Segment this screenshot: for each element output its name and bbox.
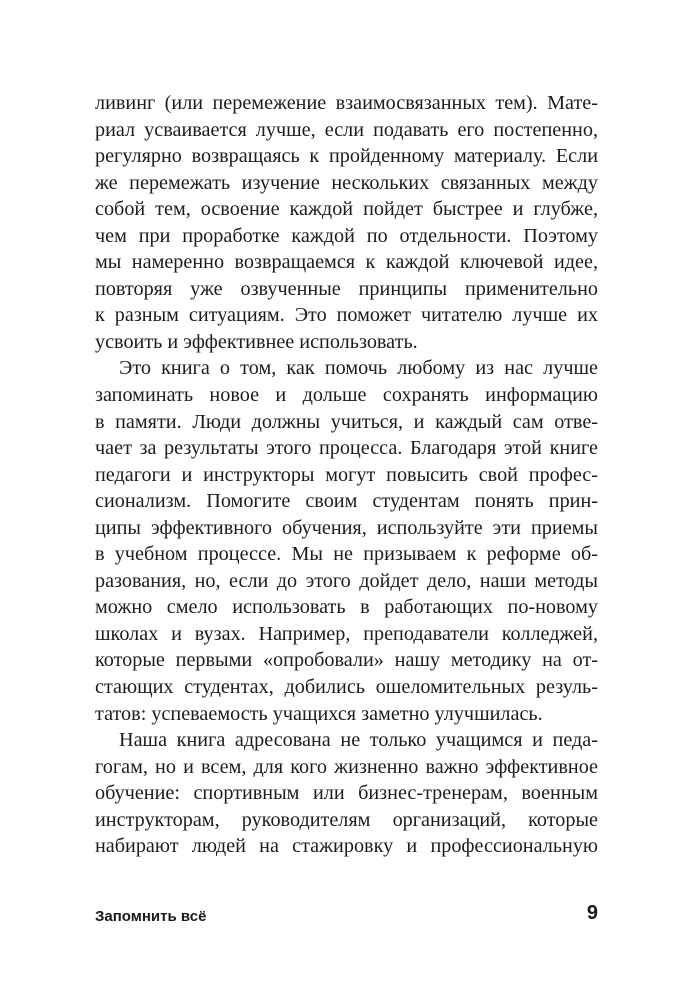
text-line: регулярно возвращаясь к пройденному материалу. Если [95, 145, 598, 168]
text-line: чем при проработке каждой по отдельности. Поэтому [95, 224, 598, 247]
text-line: можно смело использовать в работающих по-новому [95, 596, 598, 619]
text-line: гогам, но и всем, для кого жизненно важно эффективное [95, 755, 598, 778]
text-line: повторяя уже озвученные принципы применительно [95, 277, 598, 300]
text-line: же перемежать изучение нескольких связанных между [95, 171, 598, 194]
text-line: в учебном процессе. Мы не призываем к реформе об- [95, 543, 598, 566]
text-line: усвоить и эффективнее использовать. [95, 330, 418, 353]
text-line: ливинг (или перемежение взаимосвязанных тем). Мате- [95, 92, 598, 114]
paragraph [95, 727, 598, 860]
page-footer [95, 902, 598, 932]
text-line: Это книга о том, как помочь любому из нас лучше [119, 357, 598, 380]
text-line: сионализм. Помогите своим студентам понять прин- [95, 490, 598, 513]
page-number: 9 [586, 902, 598, 924]
text-line: Наша книга адресована не только учащимся и педа- [119, 729, 598, 752]
text-line: запоминать новое и дольше сохранять информацию [95, 384, 598, 407]
text-line: школах и вузах. Например, преподаватели колледжей, [95, 622, 598, 645]
running-title: Запомнить всё [95, 908, 207, 925]
text-line: мы намеренно возвращаемся к каждой ключевой идее, [95, 251, 598, 274]
text-line: в памяти. Люди должны учиться, и каждый сам отве- [95, 410, 598, 433]
paragraph [95, 355, 598, 727]
text-line: татов: успеваемость учащихся заметно улучшилась. [95, 702, 543, 725]
text-line: педагоги и инструкторы могут повысить свой профес- [95, 463, 598, 486]
text-line: обучение: спортивным или бизнес-тренерам, военным [95, 782, 598, 805]
text-line: разования, но, если до этого дойдет дело, наши методы [95, 569, 598, 592]
body-text [95, 90, 598, 860]
text-line: набирают людей на стажировку и профессиональную [95, 835, 598, 858]
text-line: инструкторам, руководителям организаций, которые [95, 808, 598, 831]
text-line: стающих студентах, добились ошеломительных резуль- [95, 676, 598, 699]
text-line: риал усваивается лучше, если подавать его постепенно, [95, 118, 598, 141]
text-line: собой тем, освоение каждой пойдет быстрее и глубже, [95, 198, 598, 221]
text-line: чает за результаты этого процесса. Благодаря этой книге [95, 437, 598, 460]
text-line: ципы эффективного обучения, используйте эти приемы [95, 516, 598, 539]
paragraph [95, 90, 598, 355]
text-line: к разным ситуациям. Это поможет читателю лучше их [95, 304, 598, 327]
text-line: которые первыми «опробовали» нашу методику на от- [95, 649, 598, 672]
